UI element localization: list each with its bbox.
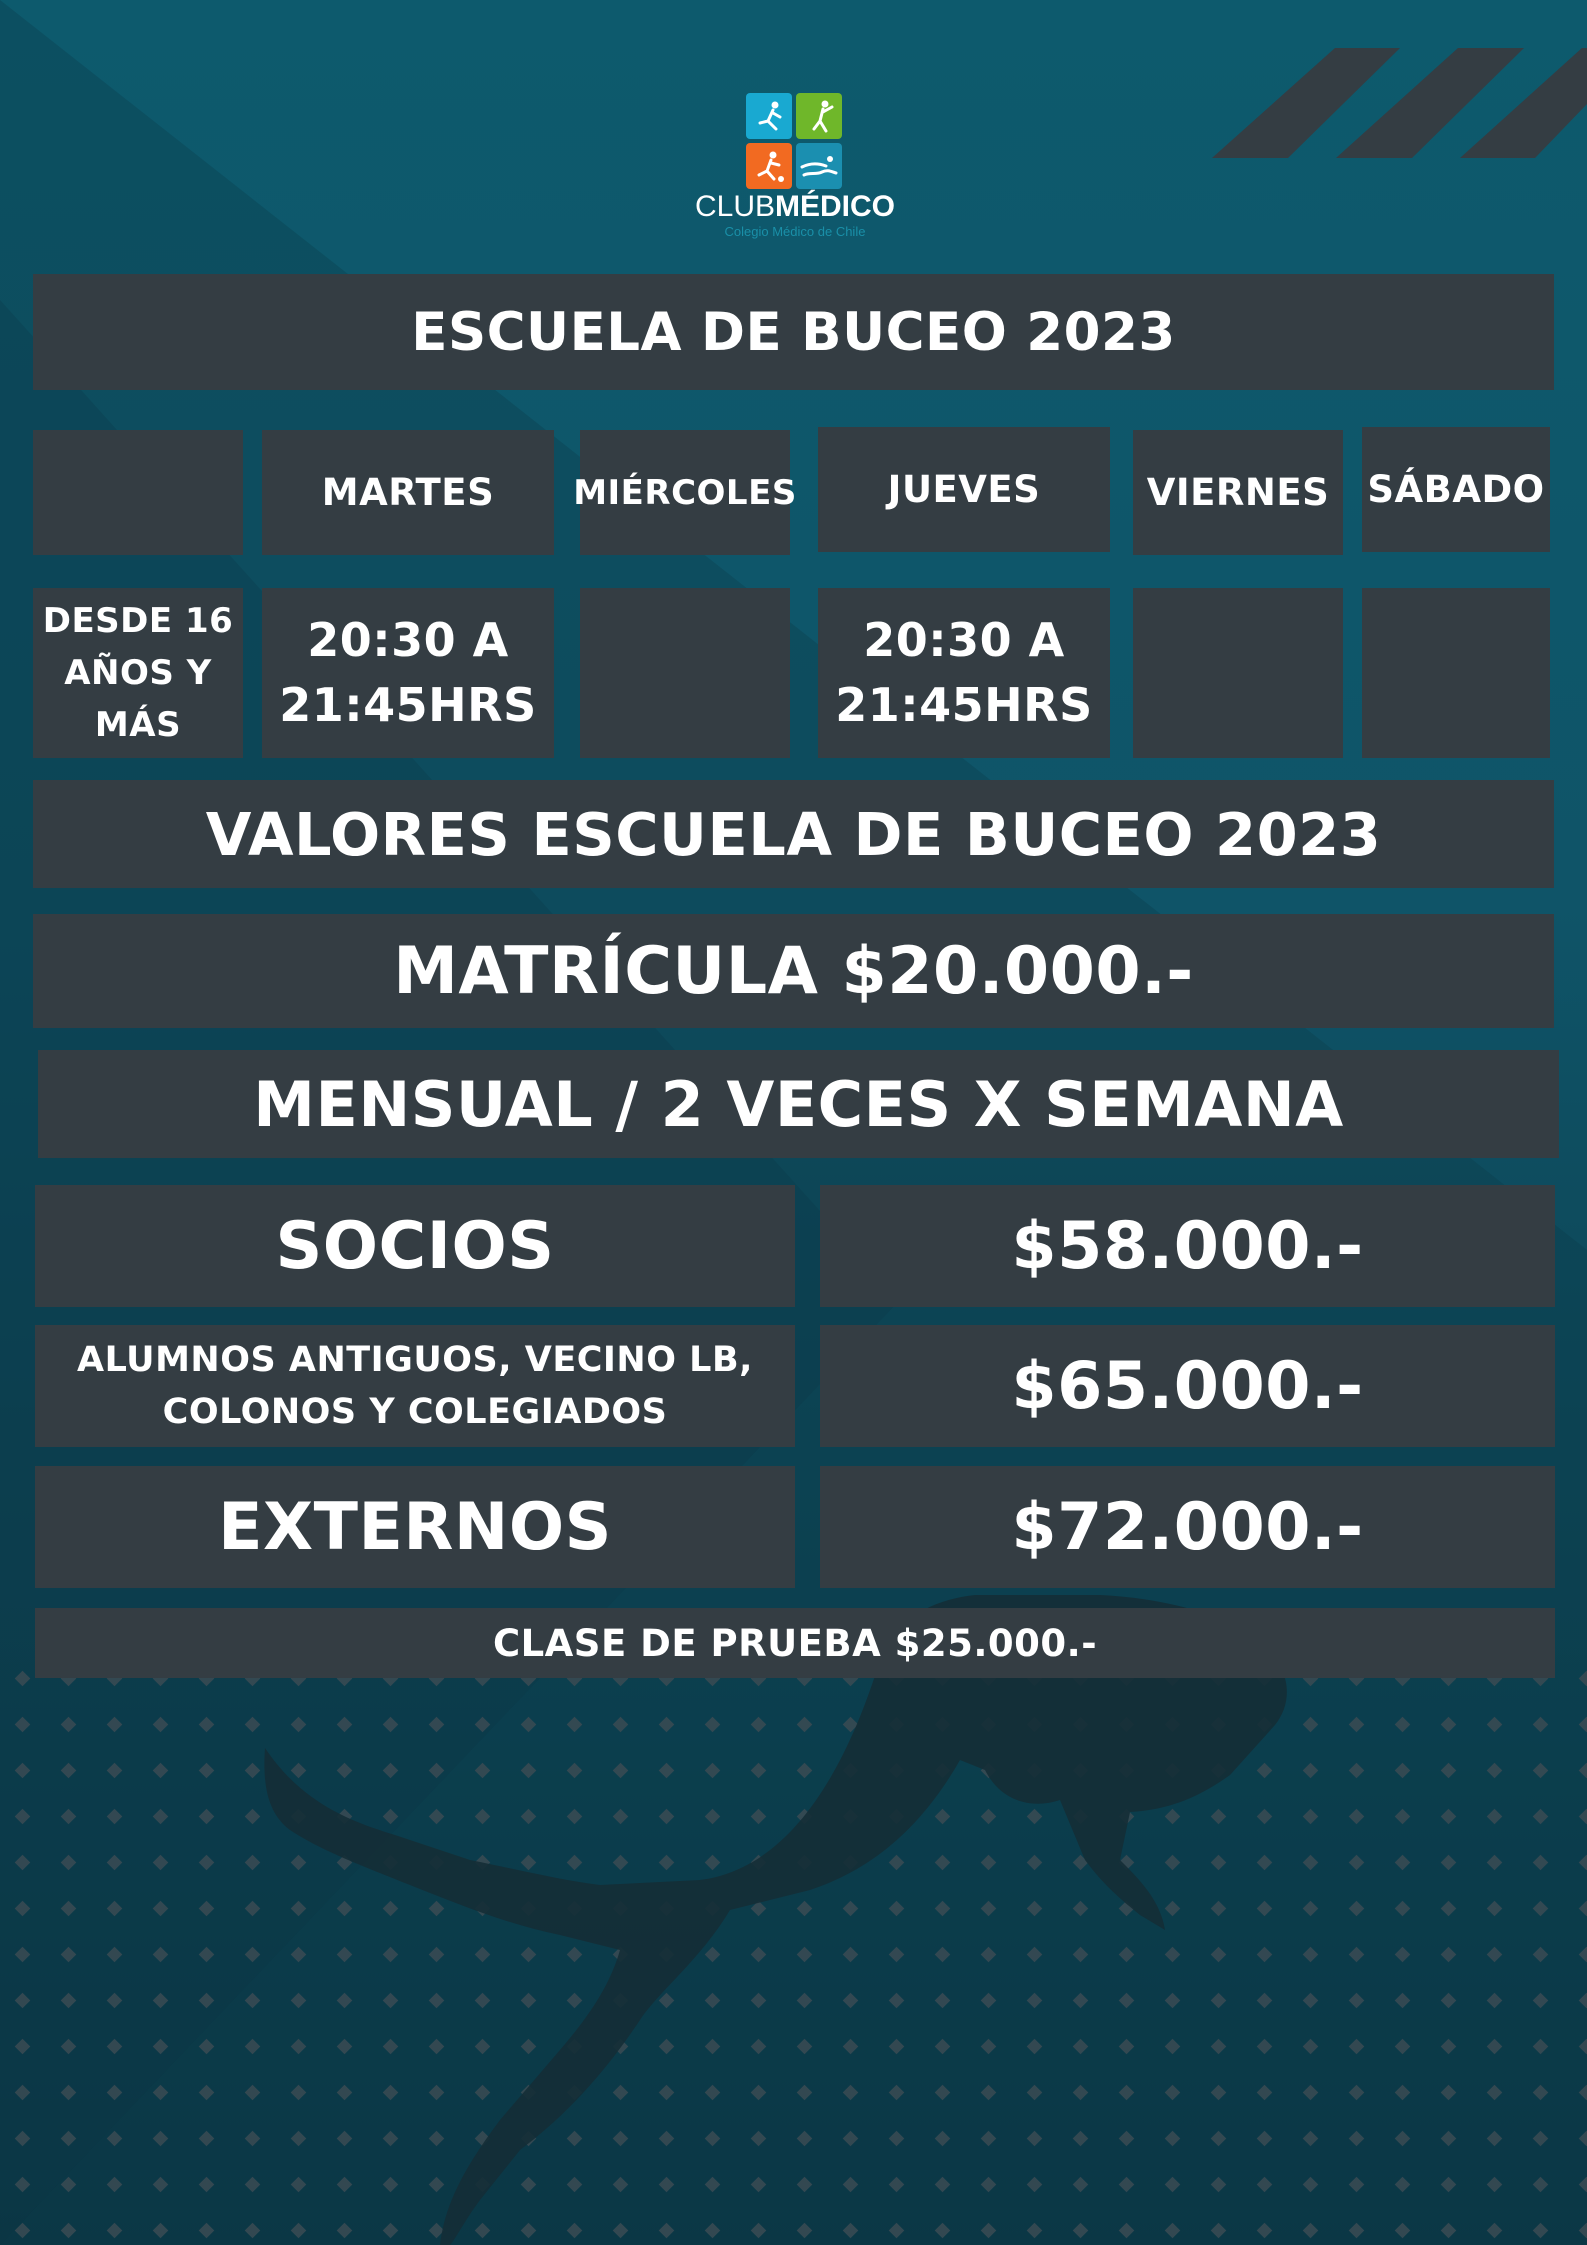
- matricula-text: MATRÍCULA $20.000.-: [393, 933, 1194, 1009]
- day-header-miercoles: [573, 430, 797, 555]
- price-value-externos: [820, 1466, 1555, 1588]
- day-header-label: MARTES: [321, 471, 495, 514]
- price-value-socios: [820, 1185, 1555, 1307]
- price-value-antiguos: [820, 1325, 1555, 1447]
- day-header-label: VIERNES: [1146, 471, 1330, 514]
- day-header-label: MIÉRCOLES: [573, 472, 797, 513]
- monthly-text: MENSUAL / 2 VECES X SEMANA: [253, 1067, 1344, 1141]
- page-title: [33, 274, 1554, 390]
- time-line: 21:45HRS: [835, 678, 1093, 732]
- time-line: 20:30 A: [307, 613, 509, 667]
- time-line: 20:30 A: [863, 613, 1065, 667]
- price-label-socios: [35, 1185, 795, 1307]
- price-label-line: ALUMNOS ANTIGUOS, VECINO LB,: [77, 1340, 753, 1380]
- day-header-viernes: [1133, 430, 1343, 555]
- price-value-text: $58.000.-: [1011, 1208, 1364, 1284]
- logo-wordmark: [680, 190, 910, 224]
- schedule-corner-cell: [33, 430, 243, 555]
- age-group-line: AÑOS Y: [64, 653, 212, 693]
- dot-pattern: [0, 1660, 1587, 2245]
- price-label-text: SOCIOS: [275, 1208, 555, 1284]
- price-label-externos: [35, 1466, 795, 1588]
- time-cell-martes: [262, 588, 554, 758]
- values-title: [33, 780, 1554, 888]
- logo-wordmark-bold: MÉDICO: [775, 190, 896, 223]
- values-title-text: VALORES ESCUELA DE BUCEO 2023: [205, 799, 1382, 869]
- price-label-line: COLONOS Y COLEGIADOS: [162, 1392, 668, 1432]
- day-header-jueves: [818, 427, 1110, 552]
- day-header-martes: [262, 430, 554, 555]
- matricula-banner: [33, 914, 1554, 1028]
- day-header-sabado: [1362, 427, 1550, 552]
- logo-subtitle: Colegio Médico de Chile: [724, 224, 866, 239]
- price-value-text: $72.000.-: [1011, 1489, 1364, 1565]
- trial-class-banner: [35, 1608, 1555, 1678]
- age-group-line: DESDE 16: [42, 601, 234, 641]
- price-label-text: EXTERNOS: [218, 1489, 612, 1565]
- age-group-line: MÁS: [94, 705, 182, 745]
- sport-figures-icon: [746, 93, 842, 189]
- price-label-antiguos: [35, 1325, 795, 1447]
- age-group-cell: [33, 588, 243, 758]
- price-value-text: $65.000.-: [1011, 1348, 1364, 1424]
- time-cell-miercoles: [580, 588, 790, 758]
- page-title-text: ESCUELA DE BUCEO 2023: [411, 301, 1176, 363]
- day-header-label: SÁBADO: [1367, 468, 1545, 511]
- time-cell-viernes: [1133, 588, 1343, 758]
- club-medico-logo: [680, 90, 910, 250]
- monthly-banner: [38, 1050, 1559, 1158]
- logo-wordmark-light: CLUB: [694, 190, 776, 223]
- trial-class-text: CLASE DE PRUEBA $25.000.-: [492, 1621, 1098, 1665]
- time-cell-sabado: [1362, 588, 1550, 758]
- time-line: 21:45HRS: [279, 678, 537, 732]
- time-cell-jueves: [818, 588, 1110, 758]
- day-header-label: JUEVES: [887, 468, 1041, 511]
